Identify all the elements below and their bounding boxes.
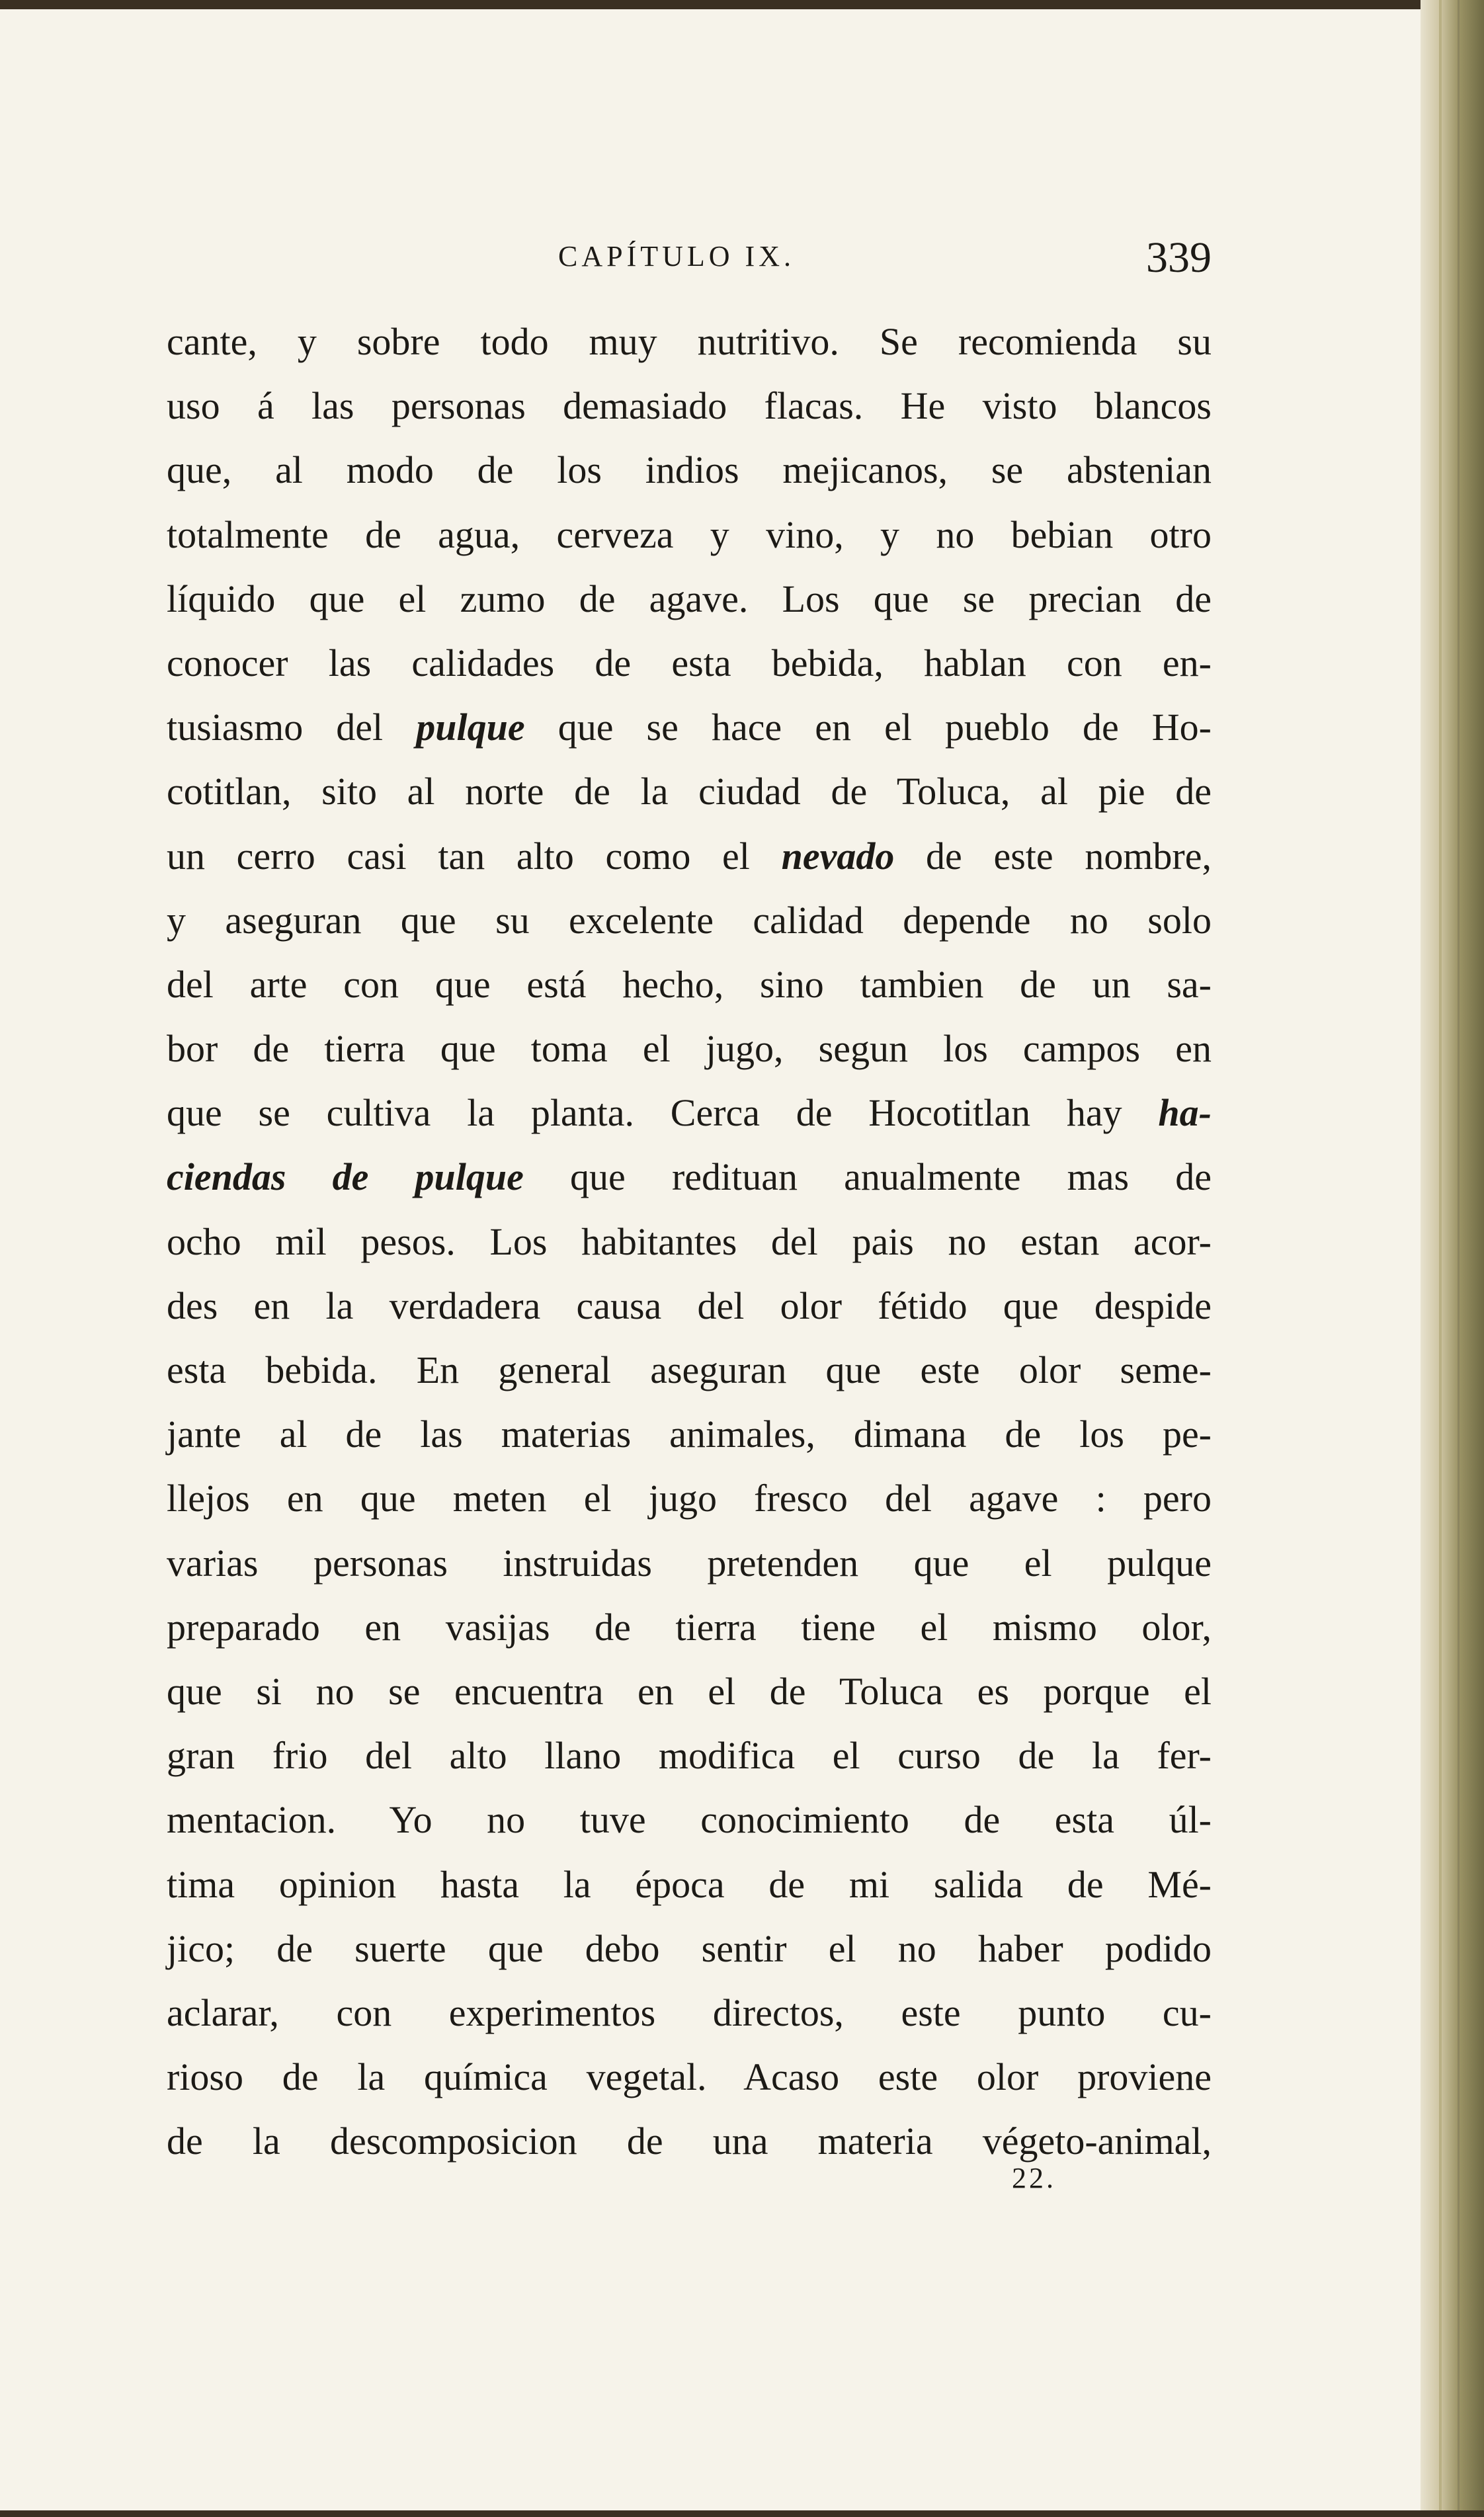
text-run: rioso de la química vegetal. Acaso este olor proviene	[167, 2055, 1212, 2099]
text-line	[167, 888, 1212, 952]
text-run: des en la verdadera causa del olor fétido que despide	[167, 1284, 1212, 1327]
signature-mark: 22.	[1012, 2162, 1056, 2194]
text-line	[167, 1981, 1212, 2045]
text-line	[167, 1338, 1212, 1402]
text-run: aclarar, con experimentos directos, este punto cu-	[167, 1991, 1212, 2034]
text-run: mentacion. Yo no tuve conocimiento de esta úl-	[167, 1798, 1212, 1842]
text-run: que se hace en el pueblo de Ho-	[524, 706, 1212, 749]
text-line	[167, 695, 1212, 759]
text-line	[167, 1210, 1212, 1274]
text-run: líquido que el zumo de agave. Los que se precian de	[167, 577, 1212, 620]
text-line	[167, 1917, 1212, 1981]
text-run: tima opinion hasta la época de mi salida de Mé-	[167, 1862, 1212, 1906]
text-run: bor de tierra que toma el jugo, segun los campos en	[167, 1027, 1212, 1071]
text-line	[167, 631, 1212, 695]
text-line	[167, 952, 1212, 1016]
page-number: 339	[1146, 233, 1212, 282]
text-run: tusiasmo del	[167, 706, 417, 749]
page-top-edge	[0, 0, 1484, 9]
text-line	[167, 1595, 1212, 1659]
text-line	[167, 1723, 1212, 1788]
italic-term: pulque	[416, 706, 525, 749]
text-run: de la descomposicion de una materia végeto-animal,	[167, 2120, 1212, 2163]
text-line	[167, 1788, 1212, 1852]
text-run: de este nombre,	[894, 834, 1212, 878]
text-run: gran frio del alto llano modifica el curso de la fer-	[167, 1734, 1212, 1778]
text-run: conocer las calidades de esta bebida, hablan con en-	[167, 641, 1212, 684]
text-run: cante, y sobre todo muy nutritivo. Se recomienda su	[167, 320, 1212, 363]
text-line	[167, 1466, 1212, 1530]
text-line	[167, 438, 1212, 502]
text-run: que se cultiva la planta. Cerca de Hocotitlan hay	[167, 1091, 1159, 1135]
text-line	[167, 1274, 1212, 1338]
text-run: un cerro casi tan alto como el	[167, 834, 782, 878]
italic-term: ciendas de pulque	[167, 1155, 524, 1199]
text-line	[167, 1531, 1212, 1595]
text-run: del arte con que está hecho, sino tambien de un sa-	[167, 962, 1212, 1006]
text-run: jante al de las materias animales, dimana de los pe-	[167, 1413, 1212, 1456]
text-run: que, al modo de los indios mejicanos, se abstenian	[167, 448, 1212, 492]
text-run: llejos en que meten el jugo fresco del agave : pero	[167, 1477, 1212, 1520]
text-line	[167, 1402, 1212, 1466]
body-text	[167, 309, 1212, 2173]
text-line	[167, 567, 1212, 631]
text-line	[167, 1145, 1212, 1209]
text-run: varias personas instruidas pretenden que el pulque	[167, 1541, 1212, 1585]
page-fore-edge	[1421, 0, 1484, 2517]
text-line	[167, 1016, 1212, 1081]
text-line	[167, 309, 1212, 374]
text-line	[167, 1852, 1212, 1917]
text-run: que redituan anualmente mas de	[523, 1155, 1212, 1199]
page-bottom-edge	[0, 2510, 1484, 2517]
text-run: cotitlan, sito al norte de la ciudad de Toluca, al pie de	[167, 770, 1212, 813]
text-run: que si no se encuentra en el de Toluca es porque el	[167, 1669, 1212, 1713]
text-line	[167, 1659, 1212, 1723]
text-run: totalmente de agua, cerveza y vino, y no bebian otro	[167, 513, 1212, 556]
text-line	[167, 2045, 1212, 2109]
text-line	[167, 1081, 1212, 1145]
text-run: jico; de suerte que debo sentir el no haber podido	[167, 1926, 1212, 1970]
text-run: ocho mil pesos. Los habitantes del pais no estan acor-	[167, 1219, 1212, 1263]
text-run: uso á las personas demasiado flacas. He visto blancos	[167, 384, 1212, 428]
chapter-heading: CAPÍTULO IX.	[558, 240, 795, 272]
text-run: preparado en vasijas de tierra tiene el mismo olor,	[167, 1605, 1212, 1649]
text-run: esta bebida. En general aseguran que este olor seme-	[167, 1348, 1212, 1391]
italic-term: ha-	[1158, 1091, 1212, 1135]
italic-term: nevado	[781, 834, 895, 878]
text-line	[167, 759, 1212, 823]
text-line	[167, 503, 1212, 567]
running-head	[167, 233, 1212, 286]
text-line	[167, 374, 1212, 438]
text-line	[167, 824, 1212, 888]
text-run: y aseguran que su excelente calidad depende no solo	[167, 898, 1212, 942]
